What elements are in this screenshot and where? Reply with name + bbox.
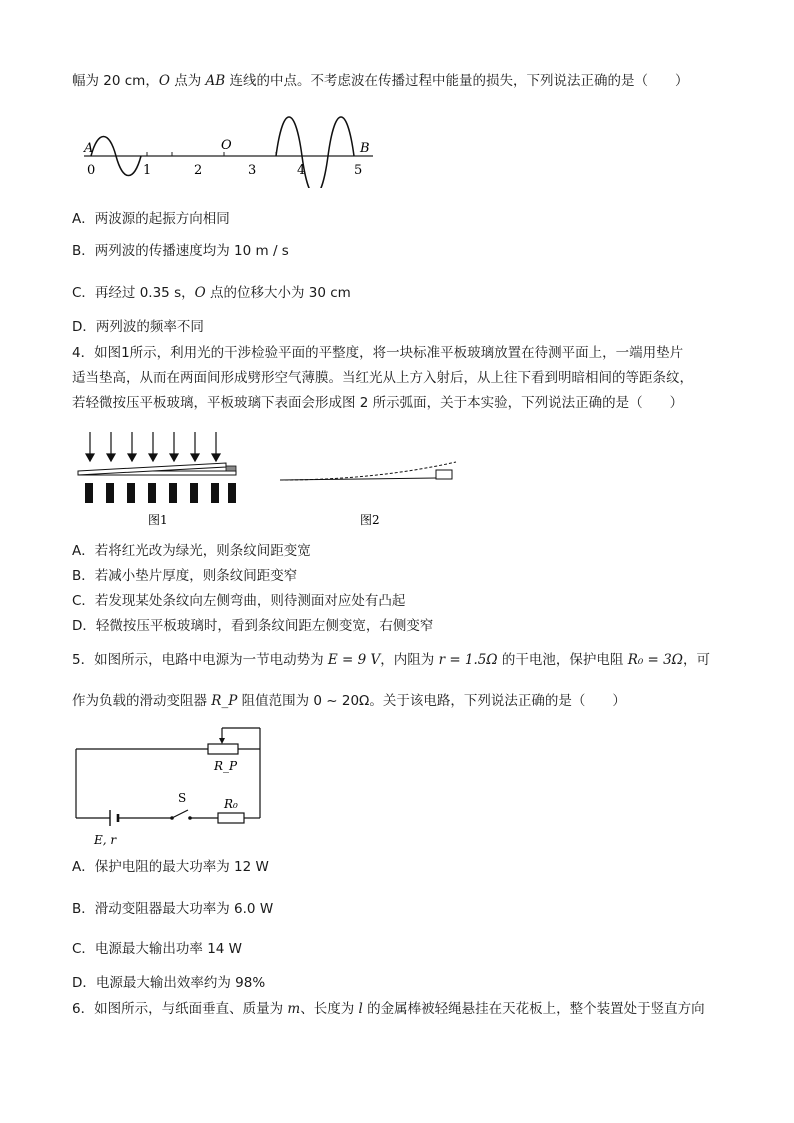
q5-stem-text: 5．如图所示，电路中电源为一节电动势为 [72, 652, 328, 668]
var-l: l [358, 1001, 363, 1017]
label-r0: R₀ [224, 797, 238, 811]
tick-5: 5 [354, 163, 363, 178]
q5-stem-line1 [72, 651, 710, 669]
q6-stem-line1 [72, 1000, 705, 1018]
q4-option-b: B．若减小垫片厚度，则条纹间距变窄 [72, 568, 298, 584]
var-m: m [287, 1001, 301, 1017]
q3-option-a: A．两波源的起振方向相同 [72, 211, 230, 227]
q6-stem-text: 、长度为 [300, 1001, 359, 1017]
fig1-caption: 图1 [148, 513, 168, 527]
q3-option-c [72, 284, 351, 302]
label-er: E, r [94, 833, 117, 847]
var-o: O [194, 285, 206, 301]
var-ab: AB [205, 73, 226, 89]
q6-stem-text: 的金属棒被轻绳悬挂在天花板上，整个装置处于竖直方向 [362, 1001, 705, 1017]
q3-option-d: D．两列波的频率不同 [72, 319, 204, 335]
interference-figure-2 [276, 448, 466, 528]
var-emf: E = 9 V [327, 652, 381, 668]
label-s: S [178, 791, 187, 805]
fig2-caption: 图2 [360, 513, 380, 527]
var-internal-resistance: r = 1.5Ω [438, 652, 498, 668]
label-o: O [221, 138, 232, 153]
q4-stem-line2: 适当垫高，从而在两面间形成劈形空气薄膜。当红光从上方入射后，从上往下看到明暗相间的等距条纹， [72, 370, 693, 386]
q5-stem-text: ，内阻为 [380, 652, 439, 668]
var-r0: R₀ = 3Ω [627, 652, 683, 668]
label-rp: R_P [214, 759, 238, 773]
q5-stem-line2 [72, 692, 626, 710]
q5-option-c: C．电源最大输出功率 14 W [72, 941, 243, 957]
q3-stem-text: 连线的中点。不考虑波在传播过程中能量的损失，下列说法正确的是（ ） [225, 73, 689, 89]
var-o: O [158, 73, 170, 89]
q3-option-c-text: 点的位移大小为 30 cm [205, 285, 351, 301]
label-a: A [84, 141, 94, 156]
q3-stem-text: 点为 [169, 73, 206, 89]
q3-option-c-text: C．再经过 0.35 s， [72, 285, 195, 301]
q3-stem [72, 72, 688, 90]
q4-stem-line3: 若轻微按压平板玻璃，平板玻璃下表面会形成图 2 所示弧面，关于本实验，下列说法正确的是（ ） [72, 395, 684, 411]
label-b: B [360, 141, 370, 156]
q3-stem-text: 幅为 20 cm， [72, 73, 159, 89]
q5-option-b: B．滑动变阻器最大功率为 6.0 W [72, 901, 274, 917]
tick-3: 3 [248, 163, 257, 178]
tick-1: 1 [143, 163, 152, 178]
circuit-diagram [72, 722, 272, 852]
interference-figure-1 [76, 428, 246, 528]
q5-option-a: A．保护电阻的最大功率为 12 W [72, 859, 269, 875]
q5-stem-text: 作为负载的滑动变阻器 [72, 693, 212, 709]
q4-option-a: A．若将红光改为绿光，则条纹间距变宽 [72, 543, 311, 559]
q4-stem-line1: 4．如图1所示，利用光的干涉检验平面的平整度，将一块标准平板玻璃放置在待测平面上，一端用垫片 [72, 345, 684, 361]
wave-figure [78, 108, 378, 188]
tick-4: 4 [297, 163, 306, 178]
q5-option-d: D．电源最大输出效率约为 98% [72, 975, 266, 991]
var-rp: R_P [211, 693, 238, 709]
q4-option-c: C．若发现某处条纹向左侧弯曲，则待测面对应处有凸起 [72, 593, 406, 609]
tick-0: 0 [87, 163, 96, 178]
tick-2: 2 [194, 163, 203, 178]
q5-stem-text: 阻值范围为 0 ~ 20Ω。关于该电路，下列说法正确的是（ ） [237, 693, 626, 709]
q4-option-d: D．轻微按压平板玻璃时，看到条纹间距左侧变宽，右侧变窄 [72, 618, 434, 634]
q3-option-b: B．两列波的传播速度均为 10 m / s [72, 243, 289, 259]
q6-stem-text: 6．如图所示，与纸面垂直、质量为 [72, 1001, 288, 1017]
q5-stem-text: ，可 [682, 652, 710, 668]
q5-stem-text: 的干电池，保护电阻 [497, 652, 628, 668]
